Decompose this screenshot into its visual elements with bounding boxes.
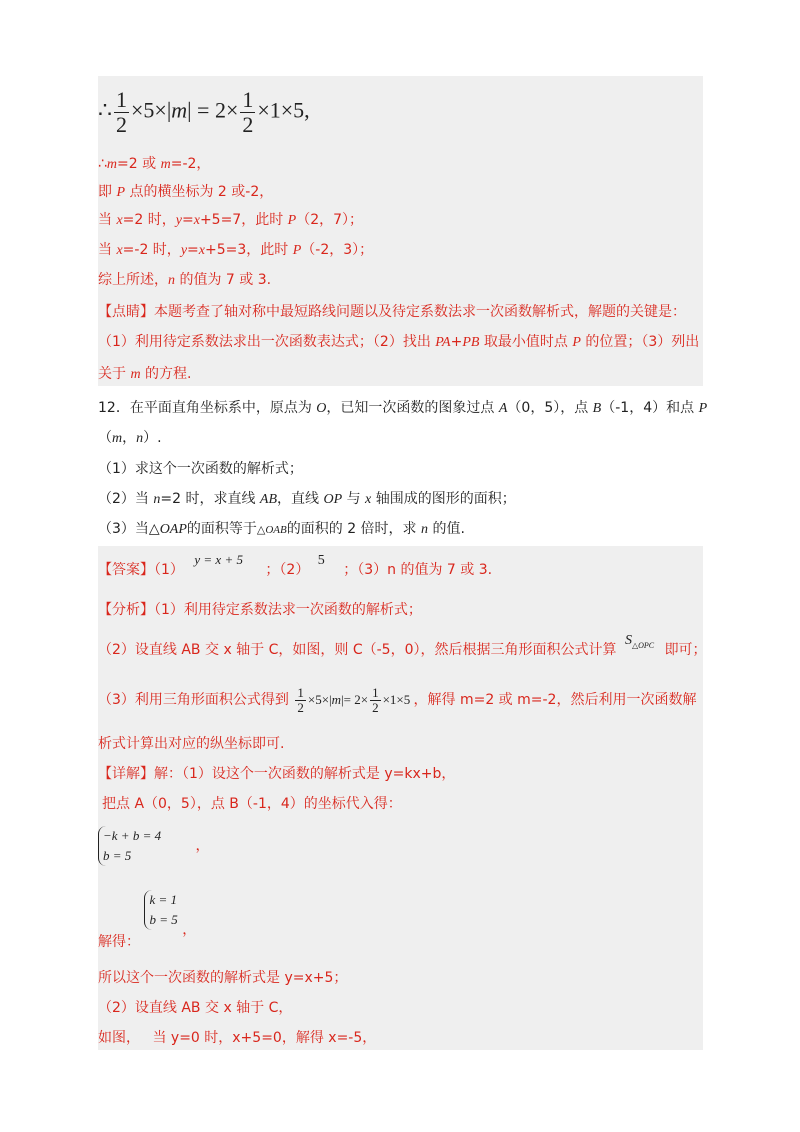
question-part-3: （3）当△OAP的面积等于△OAB的面积的 2 倍时，求 n 的值.	[98, 521, 465, 537]
case-x2-line: 当 x=2 时，y=x+5=7，此时 P（2，7）；	[98, 212, 364, 228]
analysis-line2: （2）设直线 AB 交 x 轴于 C，如图，则 C（-5，0），然后根据三角形面积公式计算 $S^{\triangle OPC}$ 即可；	[98, 633, 707, 658]
detail-part2-line: （2）设直线 AB 交 x 轴于 C，	[98, 1000, 293, 1016]
detail-result-line: 所以这个一次函数的解析式是 y=x+5；	[98, 970, 348, 986]
question-12-line2: （m，n）.	[98, 430, 162, 446]
detail-line1: 【详解】解：（1）设这个一次函数的解析式是 y=kx+b，	[98, 766, 456, 782]
question-12-line1: 12．在平面直角坐标系中，原点为 O，已知一次函数的图象过点 A（0，5），点 B（-1，4）和点 P	[98, 400, 708, 416]
question-part-2: （2）当 n=2 时，求直线 AB，直线 OP 与 x 轴围成的图形的面积；	[98, 491, 516, 507]
answer-line: 【答案】（1） y = x + 5 ；（2） 5 ；（3）n 的值为 7 或 3.	[98, 552, 493, 578]
m-values-line: ∴m=2 或 m=-2，	[98, 156, 211, 172]
analysis-line1: 【分析】（1）利用待定系数法求一次函数的解析式；	[98, 602, 422, 618]
analysis-line4: 析式计算出对应的纵坐标即可.	[98, 736, 285, 752]
equation-system-1: −k + b = 4 b = 5 ，	[98, 826, 210, 866]
detail-part2-line2: 如图， 当 y=0 时，x+5=0，解得 x=-5，	[98, 1030, 377, 1046]
question-part-1: （1）求这个一次函数的解析式；	[98, 461, 303, 477]
analysis-line3: （3）利用三角形面积公式得到 $\frac{1}{2}$ ×5×|m|= 2× $\frac{1}{2}$ ×1×5 ，解得 m=2 或 m=-2，然后利用一次函数解	[98, 685, 697, 716]
comment-end-line: 关于 m 的方程.	[98, 366, 192, 382]
answer-block	[98, 546, 707, 1050]
detail-line2: 把点 A（0，5），点 B（-1，4）的坐标代入得：	[102, 796, 402, 812]
comment-points-line: （1）利用待定系数法求出一次函数表达式；（2）找出 PA+PB 取最小值时点 P 的位置；（3）列出	[98, 334, 700, 350]
solution-continued-block	[98, 76, 703, 386]
summary-line: 综上所述，n 的值为 7 或 3.	[98, 272, 272, 288]
solution-system-line: 解得： k = 1 b = 5 ，	[98, 892, 197, 950]
comment-line: 【点睛】本题考查了轴对称中最短路线问题以及待定系数法求一次函数解析式，解题的关键是：	[98, 304, 686, 320]
case-xneg2-line: 当 x=-2 时，y=x+5=3，此时 P（-2，3）；	[98, 242, 374, 258]
p-abscissa-line: 即 P 点的横坐标为 2 或-2，	[98, 184, 274, 200]
area-equation: ∴ $\frac{1}{2}$ ×5×|m| = 2× $\frac{1}{2}$ ×1×5,	[98, 87, 310, 138]
